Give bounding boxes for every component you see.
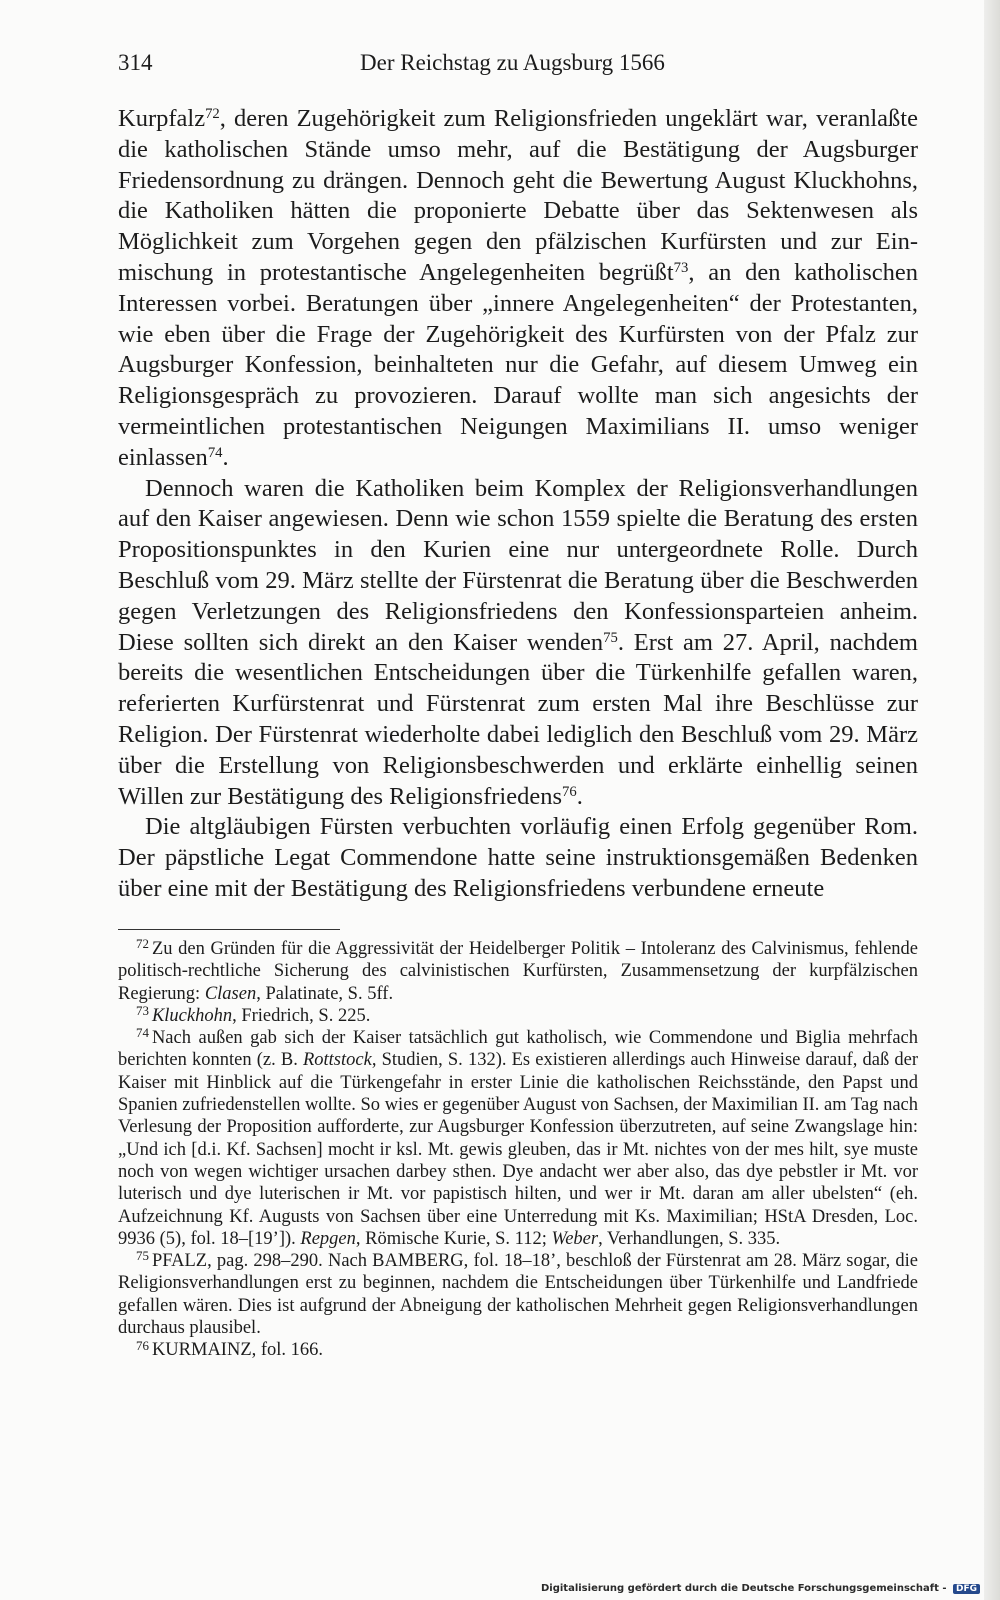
footnote-number: 73: [136, 1003, 149, 1019]
footnote-ref: 73: [673, 259, 689, 276]
page-edge-shadow: [984, 0, 1000, 1600]
footnote-74: [118, 1027, 918, 1250]
footnote-number: 72: [136, 936, 149, 952]
page-number: 314: [118, 50, 153, 75]
author-name: Repgen: [300, 1228, 356, 1249]
body-paragraph: [118, 812, 918, 904]
running-title: Der Reichstag zu Augsburg 1566: [360, 50, 665, 75]
text-run: KURMAINZ, fol. 166.: [151, 1340, 324, 1361]
text-run: Kurpfalz: [118, 105, 206, 132]
text-run: .: [222, 443, 229, 471]
text-run: , Römische Kurie, S. 112;: [355, 1228, 552, 1249]
author-name: Kluckhohn: [151, 1005, 233, 1026]
body-paragraph: [118, 104, 918, 474]
text-run: Zu den Gründen für die Aggressivität der Heidelberger Politik – Intoleranz des Calvinismus, fehlende politisch-rechtliche Sicherung des calvinistischen Kurfürsten, Zusammensetzung der kurpfälzischen Regierung:: [118, 939, 918, 1004]
footnote-72: [118, 938, 918, 1005]
text-run: Dennoch waren die Katholiken beim Komplex der Religionsverhandlungen auf den Kaiser angewiesen. Denn wie schon 1559 spielte die Beratung des ersten Propositionspunktes in den Kurien eine nur untergeordnete Rolle. Durch Beschluß vom 29. März stellte der Fürstenrat die Beratung über die Beschwerden gegen Verletzungen des Religionsfriedens den Konfessionsparteien anheim. Diese sollten sich direkt an den Kaiser wenden: [118, 474, 918, 656]
text-run: Nach außen gab sich der Kaiser tatsächlich gut katholisch, wie Commendone und Biglia mehrfach berichten konnten (z. B.: [118, 1028, 918, 1071]
author-name: Clasen: [204, 983, 257, 1004]
dfg-logo: DFG: [953, 1584, 980, 1594]
text-run: . Erst am 27. April, nachdem bereits die wesentlichen Entscheidungen über die Türkenhilfe gefallen waren, referierten Kurfürstenrat und Fürstenrat zum ersten Mal ihre Beschlüsse zur Religion. Der Fürstenrat wiederholte dabei lediglich den Beschluß vom 29. März über die Erstellung von Religionsbeschwerden und erklärte einhellig seinen Willen zur Bestätigung des Religionsfriedens: [118, 628, 918, 810]
footnote-ref: 75: [603, 629, 618, 646]
digitization-credit: [541, 1583, 980, 1594]
footnote-number: 75: [136, 1248, 149, 1264]
footnote-ref: 76: [562, 783, 577, 800]
footnote-73: [118, 1005, 918, 1027]
footnote-76: [118, 1339, 918, 1361]
text-run: , Verhandlungen, S. 335.: [598, 1228, 781, 1249]
page-header: [118, 50, 918, 84]
footnotes: [118, 938, 918, 1362]
text-run: , an den katholischen Interessen vorbei. Beratungen über „innere Angelegenheiten“ der Protestanten, wie eben über die Frage der Zugehörigkeit des Kurfürsten von der Pfalz zur Augsburger Konfession, beinhalteten nur die Gefahr, auf diesem Umweg ein Religionsgespräch zu provozieren. Darauf wollte man sich angesichts der vermeintlichen protestantischen Neigungen Maximilians II. umso weniger einlassen: [118, 258, 918, 471]
body-paragraph: [118, 474, 918, 813]
main-text: [118, 104, 918, 905]
footnote-ref: 74: [207, 444, 223, 461]
author-name: Weber: [551, 1228, 599, 1249]
text-run: Die altgläubigen Fürsten verbuchten vorläufig einen Erfolg gegenüber Rom. Der päpstliche Legat Commendone hatte seine instruktionsgemäßen Bedenken über eine mit der Bestätigung des Religionsfriedens verbundene erneute: [118, 813, 918, 902]
footnote-number: 76: [136, 1337, 149, 1353]
credit-text: Digitalisierung gefördert durch die Deutsche Forschungsgemeinschaft -: [540, 1583, 947, 1594]
text-run: , Studien, S. 132). Es existieren allerdings auch Hinweise darauf, daß der Kaiser mit Hinblick auf die Türkengefahr in erster Linie die katholischen Reichsstände, den Papst und Spanien zufriedenstellen wollte. So wies er gegenüber August von Sachsen, der Maximilian II. am Tag nach Verlesung der Proposition aufforderte, zur Augsburger Konfession überzutreten, auf seine Zwangslage hin: „Und ich [d.i. Kf. Sachsen] mocht ir ksl. Mt. gewis gleuben, das ir Mt. nichtes von der mes hilt, sye muste noch von wegen wichtiger ursachen darbey sthen. Dye andacht wer aber also, das dye pebstler ir Mt. vor luterisch und dye luterischen ir Mt. vor papistisch hilten, und wer ir Mt. daran am aller ubelsten“ (eh. Aufzeichnung Kf. Augusts von Sachsen über eine Unterredung mit Ks. Maximilian; HStA Dresden, Loc. 9936 (5), fol. 18–[19’]).: [118, 1050, 918, 1249]
author-name: Rottstock: [302, 1050, 372, 1071]
text-run: , Palatinate, S. 5ff.: [256, 983, 394, 1004]
text-run: .: [576, 782, 583, 810]
text-run: , Friedrich, S. 225.: [232, 1005, 371, 1026]
footnote-75: [118, 1250, 918, 1339]
text-run: , deren Zugehörigkeit zum Religionsfrieden ungeklärt war, veranlaßte die katholischen Stände umso mehr, auf die Bestätigung der Augsburger Friedensordnung zu drängen. Dennoch geht die Bewertung August Kluckhohns, die Katholiken hätten die proponierte Debatte über das Sektenwesen als Möglichkeit zum Vorgehen gegen den pfälzischen Kurfürsten und zur Einmischung in protestantische Angelegenheiten begrüßt: [118, 105, 918, 286]
footnote-ref: 72: [205, 105, 220, 122]
footnote-separator: [118, 929, 340, 930]
footnote-number: 74: [136, 1025, 149, 1041]
text-run: PFALZ, pag. 298–290. Nach BAMBERG, fol. 18–18’, beschloß der Fürstenrat am 28. März sogar, die Religionsverhandlungen erst zu beginnen, nachdem die Entscheidungen über Türkenhilfe und Landfriede gefallen wären. Dies ist aufgrund der Abneigung der katholischen Mehrheit gegen Religionsverhandlungen durchaus plausibel.: [118, 1251, 918, 1339]
